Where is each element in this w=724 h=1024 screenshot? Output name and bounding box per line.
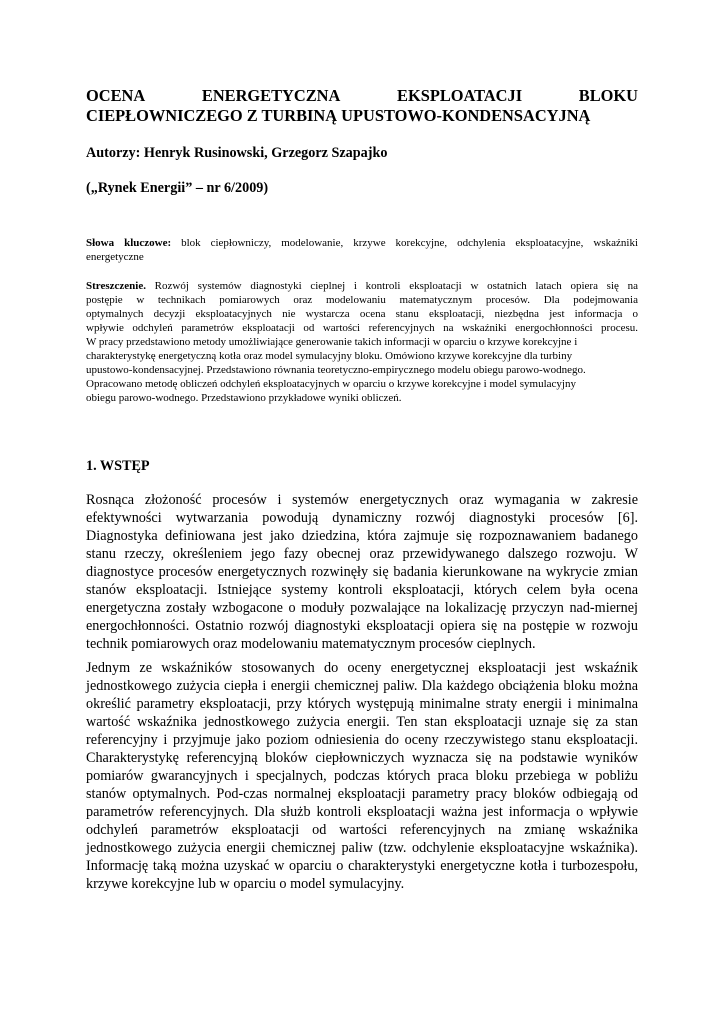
section-heading: 1. WSTĘP: [86, 458, 150, 474]
title-line-1: [86, 86, 638, 106]
keywords-label: Słowa kluczowe:: [86, 237, 172, 249]
paragraph-line: Diagnostyka definiowana jest jako dziedzina, która zajmuje się rozpoznawaniem badanego: [86, 528, 638, 544]
body-paragraph-1: [86, 491, 638, 653]
paragraph-line: energochłonności. Ostatnio rozwój diagnostyki eksploatacji opiera się na postępie w rozwoju: [86, 618, 638, 634]
keywords-line: energetyczne: [86, 251, 144, 263]
abstract-line: obiegu parowo-wodnego. Przedstawiono przykładowe wyniki obliczeń.: [86, 392, 402, 404]
abstract-line: [86, 279, 638, 293]
title-word: EKSPLOATACJI: [397, 86, 523, 105]
keywords-block: [86, 236, 638, 264]
title-word: ENERGETYCZNA: [201, 86, 341, 105]
paragraph-line: określić parametry eksploatacji, przy których występują minimalne straty energii i minimalna: [86, 696, 638, 712]
abstract-line: W pracy przedstawiono metody umożliwiające generowanie takich informacji w oparciu o krzywe korekcyjne i: [86, 336, 578, 348]
paragraph-line: efektywności wytwarzania powodują dynamiczny rozwój diagnostyki procesów [6].: [86, 510, 638, 526]
abstract-line: optymalnych decyzji eksploatacyjnych nie wystarcza ocena stanu eksploatacji, niezbędna jest informacja o: [86, 308, 638, 320]
paragraph-line: stanów optymalnych. Pod-czas normalnej eksploatacji parametry pracy bloków odbiegają od: [86, 786, 638, 802]
paragraph-line: parametrów referencyjnych. Dla służb kontroli eksploatacji ważna jest informacja o wpływie: [86, 804, 638, 820]
paragraph-line: Charakterystykę referencyjną bloków ciepłowniczych wyznacza się na podstawie wyników: [86, 750, 638, 766]
paragraph-line: odchyleń parametrów eksploatacji od wartości referencyjnych na zmianę wskaźnika: [86, 822, 638, 838]
paragraph-line: stanu rzeczy, określeniem jego fazy obecnej oraz przewidywanego dalszego rozwoju. W: [86, 546, 638, 562]
paragraph-line: krzywe korekcyjne lub w oparciu o model symulacyjny.: [86, 876, 405, 892]
abstract-block: [86, 279, 638, 405]
paragraph-line: pomiarów gwarancyjnych i specjalnych, podczas których praca bloku przebiega w pobliżu: [86, 768, 638, 784]
body-paragraph-2: [86, 659, 638, 893]
paragraph-line: technik pomiarowych oraz modelowaniu matematycznym procesów cieplnych.: [86, 636, 536, 652]
keywords-line: [86, 236, 638, 250]
title-word: BLOKU: [578, 86, 638, 105]
title-line-2: CIEPŁOWNICZEGO Z TURBINĄ UPUSTOWO-KONDENSACYJNĄ: [86, 106, 591, 125]
paragraph-line: referencyjny i przyjmuje jako poziom odniesienia do oceny rzeczywistego stanu eksploatacji.: [86, 732, 638, 748]
abstract-label: Streszczenie.: [86, 280, 146, 292]
keywords-text: blok ciepłowniczy, modelowanie, krzywe korekcyjne, odchylenia eksploatacyjne, wskaźniki: [171, 237, 638, 249]
paragraph-line: Jednym ze wskaźników stosowanych do oceny energetycznej eksploatacji jest wskaźnik: [86, 660, 638, 676]
paragraph-line: jednostkowego zużycia energii chemicznej paliw (tzw. odchylenie eksploatacyjne wskaźnika).: [86, 840, 638, 856]
abstract-line: upustowo-kondensacyjnej. Przedstawiono równania teoretyczno-empirycznego modelu obiegu parowo-wodnego.: [86, 364, 586, 376]
paragraph-line: jednostkowego zużycia ciepła i energii chemicznej paliw. Dla każdego obciążenia bloku można: [86, 678, 638, 694]
paragraph-line: Informację taką można uzyskać w oparciu o charakterystyki energetyczne kotła i turbozespołu,: [86, 858, 638, 874]
abstract-text: Rozwój systemów diagnostyki cieplnej i kontroli eksploatacji w ostatnich latach opiera się na: [145, 280, 638, 292]
abstract-line: charakterystykę energetyczną kotła oraz model symulacyjny bloku. Omówiono krzywe korekcyjne dla turbiny: [86, 350, 573, 362]
paragraph-line: wartość wskaźnika jednostkowego zużycia energii. Ten stan eksploatacji uznaje się za stan: [86, 714, 638, 730]
paragraph-line: stanów eksploatacji. Istniejące systemy kontroli eksploatacji, których celem była ocena: [86, 582, 638, 598]
paragraph-line: diagnostyce procesów energetycznych rozwinęły się badania kierunkowane na wykrycie zmian: [86, 564, 638, 580]
abstract-line: Opracowano metodę obliczeń odchyleń eksploatacyjnych w oparciu o krzywe korekcyjne i model symulacyjny: [86, 378, 576, 390]
paragraph-line: Rosnąca złożoność procesów i systemów energetycznych oraz wymagania w zakresie: [86, 492, 638, 508]
authors: Autorzy: Henryk Rusinowski, Grzegorz Szapajko: [86, 145, 388, 161]
paragraph-line: energetyczna zostały wzbogacone o moduły pozwalające na lokalizację przyczyn nad-miernej: [86, 600, 638, 616]
source-citation: („Rynek Energii” – nr 6/2009): [86, 180, 269, 196]
abstract-line: wpływie odchyleń parametrów eksploatacji od wartości referencyjnych na wskaźniki energochłonności procesu.: [86, 322, 638, 334]
abstract-line: postępie w technikach pomiarowych oraz modelowaniu matematycznym procesów. Dla podejmowania: [86, 294, 638, 306]
title-word: OCENA: [86, 86, 146, 105]
paper-title: [86, 86, 638, 126]
